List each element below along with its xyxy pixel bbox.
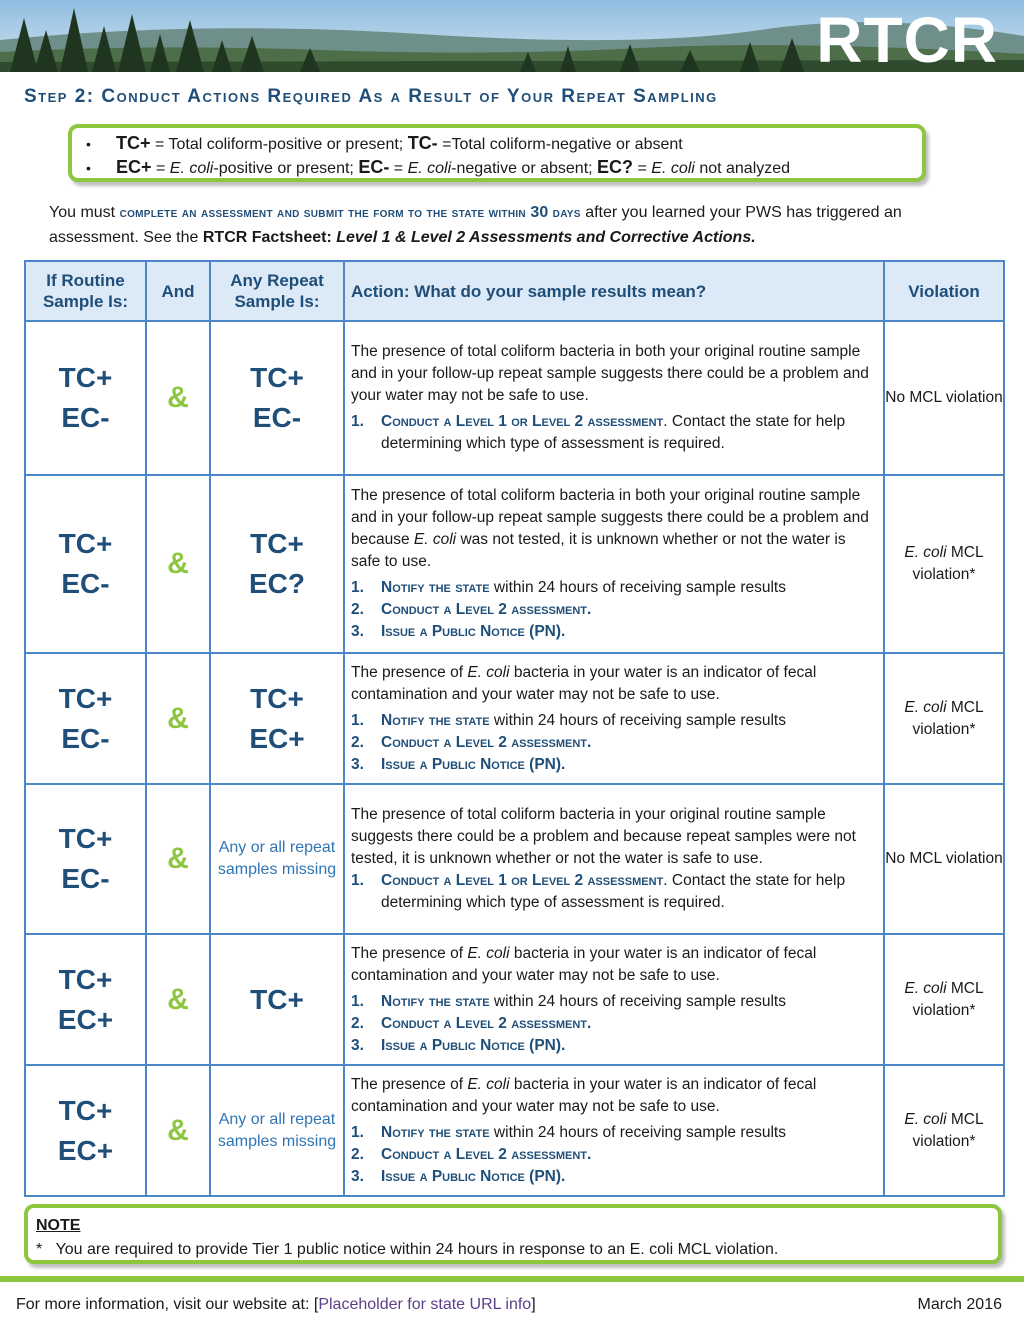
violation-text: MCL violation*	[912, 979, 984, 1019]
note-title: NOTE	[36, 1217, 81, 1234]
header-and: And	[146, 261, 210, 321]
header-repeat: Any Repeat Sample Is:	[210, 261, 344, 321]
violation-cell	[884, 475, 1004, 653]
desc-ecoli: E. coli	[413, 531, 457, 548]
violation-cell	[884, 1065, 1004, 1196]
action-steps	[351, 710, 875, 776]
action-cell	[344, 934, 884, 1065]
legend-ecoli: E. coli	[407, 160, 452, 177]
step-number: 2.	[351, 1145, 364, 1163]
violation-cell	[884, 653, 1004, 784]
step-detail: within 24 hours of receiving sample results	[489, 1123, 786, 1141]
step-action: Conduct a Level 2 assessment.	[381, 1014, 592, 1032]
intro-text: You must	[49, 204, 116, 221]
intro-days-word: days	[552, 204, 581, 220]
intro-text-2: after you learned your PWS has triggered an assessment. See the	[49, 204, 902, 246]
intro-emphasis: complete an assessment and submit the form to the state within	[119, 204, 526, 220]
action-description	[351, 485, 875, 573]
action-description	[351, 662, 875, 706]
intro-paragraph	[49, 200, 969, 250]
header-banner	[0, 0, 1024, 72]
action-cell	[344, 653, 884, 784]
desc-text: The presence of total coliform bacteria in both your original routine sample and in your follow-up repeat sample suggests there could be a problem and because	[351, 487, 869, 548]
routine-tc: TC+	[58, 682, 113, 714]
step-detail: . Contact the state for help determining which type of assessment is required.	[381, 872, 846, 911]
repeat-missing: Any or all repeat samples missing	[217, 839, 337, 878]
desc-text: bacteria in your water is an indicator of fecal contamination and your water may not be safe to use.	[351, 663, 817, 703]
note-text-line	[36, 1238, 990, 1262]
table-row	[25, 321, 1004, 475]
repeat-cell	[210, 653, 344, 784]
footer-prefix: For more information, visit our website at: [	[16, 1296, 319, 1313]
step-detail: within 24 hours of receiving sample results	[489, 711, 786, 729]
legend-ec-minus-def: -negative or absent;	[451, 160, 593, 177]
repeat-tc: TC+	[250, 682, 304, 714]
action-description	[351, 943, 875, 987]
legend-tc-minus: TC-	[407, 133, 438, 153]
step-action: Conduct a Level 1 or Level 2 assessment	[381, 413, 664, 430]
routine-tc: TC+	[58, 963, 113, 995]
routine-ec: EC-	[61, 722, 110, 754]
legend-ec-minus: EC-	[358, 157, 390, 177]
step-number: 1.	[351, 992, 364, 1010]
and-cell: &	[146, 475, 210, 653]
step-action: Issue a Public Notice (PN).	[381, 1036, 566, 1054]
action-cell	[344, 475, 884, 653]
table-row	[25, 784, 1004, 934]
step-number: 1.	[351, 1123, 364, 1141]
footer-suffix: ]	[531, 1296, 536, 1313]
action-steps	[351, 411, 875, 455]
legend-tc-plus: TC+	[116, 133, 151, 153]
legend-ec-q-def: not analyzed	[699, 160, 791, 177]
step-number: 3.	[351, 755, 364, 773]
note-box	[24, 1204, 1002, 1264]
desc-ecoli: E. coli	[467, 944, 510, 962]
table-row	[25, 1065, 1004, 1196]
violation-cell: No MCL violation	[884, 784, 1004, 934]
action-steps	[351, 577, 875, 643]
repeat-cell	[210, 475, 344, 653]
action-step	[351, 732, 875, 754]
routine-ec: EC-	[61, 402, 110, 433]
repeat-tc: TC+	[250, 362, 304, 393]
header-routine: If Routine Sample Is:	[25, 261, 146, 321]
step-detail: within 24 hours of receiving sample results	[489, 992, 786, 1010]
action-steps	[351, 991, 875, 1057]
legend-eq: =	[393, 160, 404, 177]
table-row	[25, 934, 1004, 1065]
desc-text: The presence of	[351, 1075, 464, 1093]
footer-url-link[interactable]: Placeholder for state URL info	[318, 1296, 532, 1313]
header-action: Action: What do your sample results mean?	[344, 261, 884, 321]
desc-text: was not tested, it is unknown whether or not the water is safe to use.	[351, 531, 846, 570]
routine-cell	[25, 784, 146, 934]
legend-ecoli: E. coli	[169, 160, 214, 177]
step-number: 1.	[351, 872, 364, 889]
step-action: Conduct a Level 1 or Level 2 assessment	[381, 872, 664, 889]
brand-title: RTCR	[816, 4, 998, 72]
footer-info	[16, 1294, 536, 1316]
step-number: 2.	[351, 1014, 364, 1032]
routine-ec: EC-	[61, 568, 110, 599]
routine-tc: TC+	[58, 528, 113, 559]
step-number: 2.	[351, 733, 364, 751]
repeat-cell	[210, 784, 344, 934]
routine-tc: TC+	[58, 823, 113, 854]
and-cell: &	[146, 321, 210, 475]
and-cell: &	[146, 653, 210, 784]
factsheet-title: Level 1 & Level 2 Assessments and Corrective Actions.	[336, 229, 756, 246]
repeat-cell	[210, 321, 344, 475]
repeat-ec: EC?	[249, 568, 305, 599]
violation-ecoli: E. coli	[904, 1110, 947, 1128]
routine-cell	[25, 653, 146, 784]
step-heading: Step 2: Conduct Actions Required As a Result of Your Repeat Sampling	[24, 86, 718, 107]
routine-ec: EC+	[57, 1134, 114, 1166]
action-step	[351, 991, 875, 1013]
action-step	[351, 1144, 875, 1166]
and-cell: &	[146, 934, 210, 1065]
routine-cell	[25, 475, 146, 653]
step-number: 3.	[351, 623, 364, 640]
repeat-missing: Any or all repeat samples missing	[217, 1110, 337, 1150]
violation-ecoli: E. coli	[904, 544, 947, 561]
violation-text: MCL violation*	[912, 544, 984, 583]
desc-text: bacteria in your water is an indicator of fecal contamination and your water may not be safe to use.	[351, 1075, 817, 1115]
table-row	[25, 475, 1004, 653]
desc-text: The presence of	[351, 663, 464, 681]
legend-ec-q: EC?	[597, 157, 634, 177]
footer-divider	[0, 1276, 1024, 1282]
legend-box	[68, 124, 926, 182]
legend-tc-minus-def: =Total coliform-negative or absent	[442, 136, 683, 153]
legend-eq: =	[155, 160, 166, 177]
action-step	[351, 621, 875, 643]
repeat-cell	[210, 1065, 344, 1196]
action-cell	[344, 1065, 884, 1196]
action-step	[351, 577, 875, 599]
action-cell	[344, 321, 884, 475]
step-action: Conduct a Level 2 assessment.	[381, 601, 592, 618]
step-action: Issue a Public Notice (PN).	[381, 623, 566, 640]
intro-days-number: 30	[530, 204, 549, 221]
bullet-icon: •	[86, 160, 91, 176]
desc-text: The presence of	[351, 944, 464, 962]
action-step	[351, 1035, 875, 1057]
table-row	[25, 653, 1004, 784]
header-violation: Violation	[884, 261, 1004, 321]
legend-ec-plus: EC+	[116, 157, 152, 177]
step-number: 1.	[351, 579, 364, 596]
step-action: Issue a Public Notice (PN).	[381, 755, 566, 773]
legend-line-ec	[86, 156, 908, 180]
routine-tc: TC+	[58, 1094, 113, 1126]
violation-cell: No MCL violation	[884, 321, 1004, 475]
legend-ecoli: E. coli	[651, 160, 695, 177]
step-action: Notify the state	[381, 992, 490, 1010]
action-step	[351, 1122, 875, 1144]
action-description: The presence of total coliform bacteria in your original routine sample suggests there could be a problem and because repeat samples were not tested, it is unknown whether or not the water is safe to use.	[351, 806, 856, 867]
repeat-cell	[210, 934, 344, 1065]
step-action: Issue a Public Notice (PN).	[381, 1167, 566, 1185]
violation-text: MCL violation*	[912, 1110, 984, 1150]
action-step	[351, 710, 875, 732]
footer-date: March 2016	[917, 1296, 1002, 1313]
step-number: 2.	[351, 601, 364, 618]
repeat-tc: TC+	[250, 983, 304, 1015]
action-cell	[344, 784, 884, 934]
step-number: 3.	[351, 1167, 364, 1185]
note-text: You are required to provide Tier 1 public notice within 24 hours in response to an E. coli MCL violation.	[55, 1241, 779, 1258]
desc-ecoli: E. coli	[467, 663, 510, 681]
legend-ec-plus-def: -positive or present;	[213, 160, 354, 177]
action-step	[351, 1013, 875, 1035]
action-description	[351, 1074, 875, 1118]
action-step	[351, 599, 875, 621]
factsheet-label: RTCR Factsheet:	[202, 229, 332, 246]
note-star: *	[36, 1241, 43, 1258]
repeat-ec: EC-	[252, 402, 302, 433]
legend-eq: =	[637, 160, 647, 177]
violation-text: MCL violation*	[912, 698, 984, 738]
legend-line-tc	[86, 132, 908, 156]
action-step	[351, 754, 875, 776]
violation-cell	[884, 934, 1004, 1065]
routine-tc: TC+	[58, 362, 113, 393]
routine-ec: EC-	[61, 863, 110, 894]
step-number: 3.	[351, 1036, 364, 1054]
violation-ecoli: E. coli	[904, 698, 947, 716]
violation-ecoli: E. coli	[904, 979, 947, 997]
routine-cell	[25, 934, 146, 1065]
actions-table	[24, 260, 1005, 1197]
and-cell: &	[146, 784, 210, 934]
action-description: The presence of total coliform bacteria in both your original routine sample and in your follow-up repeat sample suggests there could be a problem and your water may not be safe to use.	[351, 343, 869, 404]
step-number: 1.	[351, 711, 364, 729]
step-detail: within 24 hours of receiving sample results	[489, 579, 786, 596]
step-action: Conduct a Level 2 assessment.	[381, 1145, 592, 1163]
action-step	[351, 1166, 875, 1188]
bullet-icon: •	[86, 136, 91, 152]
action-steps	[351, 870, 875, 914]
desc-ecoli: E. coli	[467, 1075, 510, 1093]
step-action: Notify the state	[381, 579, 490, 596]
repeat-tc: TC+	[250, 528, 304, 559]
table-header-row	[25, 261, 1004, 321]
action-step	[351, 870, 875, 914]
step-action: Notify the state	[381, 711, 490, 729]
desc-text: bacteria in your water is an indicator of fecal contamination and your water may not be safe to use.	[351, 944, 817, 984]
action-steps	[351, 1122, 875, 1188]
routine-ec: EC+	[57, 1003, 114, 1035]
action-step	[351, 411, 875, 455]
step-action: Notify the state	[381, 1123, 490, 1141]
and-cell: &	[146, 1065, 210, 1196]
step-action: Conduct a Level 2 assessment.	[381, 733, 592, 751]
repeat-ec: EC+	[249, 722, 305, 754]
legend-tc-plus-def: = Total coliform-positive or present;	[154, 136, 404, 153]
step-detail: . Contact the state for help determining which type of assessment is required.	[381, 413, 846, 452]
routine-cell	[25, 1065, 146, 1196]
step-number: 1.	[351, 413, 364, 430]
routine-cell	[25, 321, 146, 475]
